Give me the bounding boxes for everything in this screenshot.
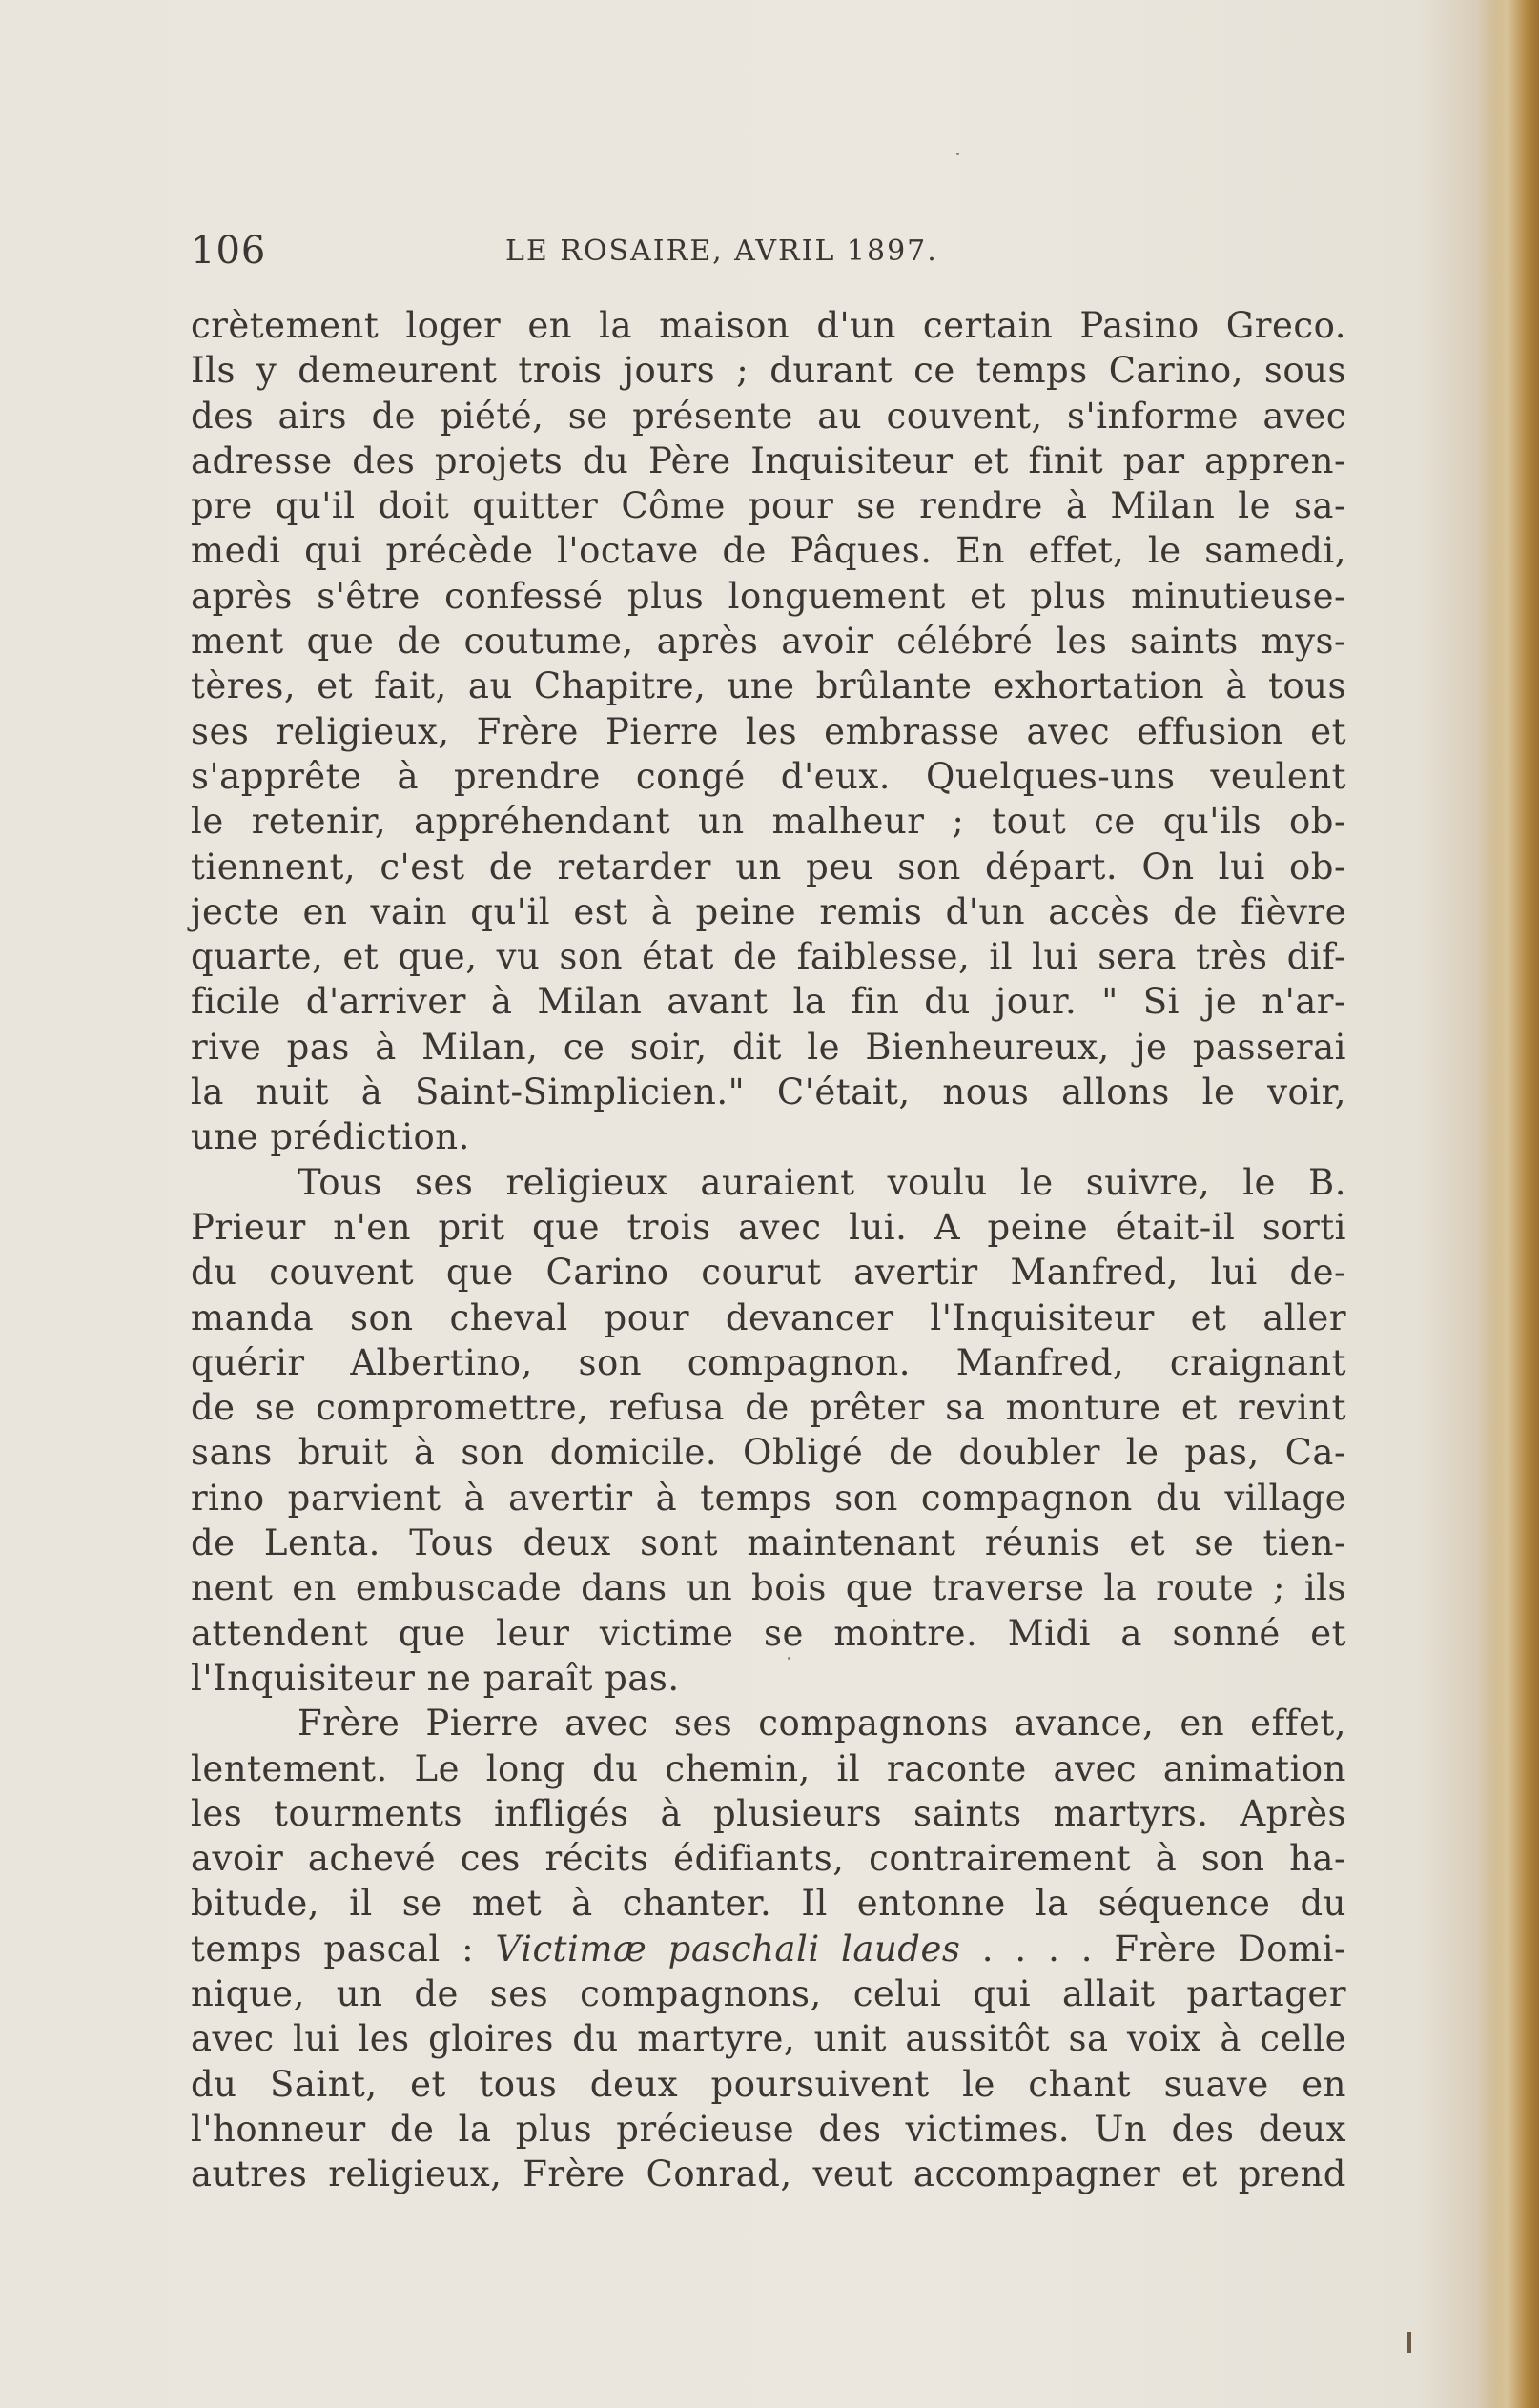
paper-speck: [956, 153, 959, 155]
text-line: avoir achevé ces récits édifiants, contrairement à son ha-: [191, 1838, 1346, 1880]
text-line: crètement loger en la maison d'un certain Pasino Greco.: [191, 305, 1346, 346]
text-line: de Lenta. Tous deux sont maintenant réunis et se tien-: [191, 1522, 1346, 1564]
text-line: s'apprête à prendre congé d'eux. Quelques-uns veulent: [191, 755, 1346, 797]
page-number: 106: [191, 229, 267, 273]
text-line-with-italic: [191, 1927, 1346, 1971]
running-title: LE ROSAIRE, AVRIL 1897.: [505, 235, 938, 268]
text-line: manda son cheval pour devancer l'Inquisiteur et aller: [191, 1296, 1346, 1338]
text-line: le retenir, appréhendant un malheur ; tout ce qu'ils ob-: [191, 801, 1346, 843]
text-line: les tourments infligés à plusieurs saints martyrs. Après: [191, 1792, 1346, 1834]
text-line: l'honneur de la plus précieuse des victimes. Un des deux: [191, 2108, 1346, 2150]
text-line: du couvent que Carino courut avertir Manfred, lui de-: [191, 1252, 1346, 1294]
text-line: des airs de piété, se présente au couvent, s'informe avec: [191, 395, 1346, 437]
text-line: lentement. Le long du chemin, il raconte avec animation: [191, 1747, 1346, 1789]
text-line: quarte, et que, vu son état de faiblesse, il lui sera très dif-: [191, 936, 1346, 978]
text-line: rive pas à Milan, ce soir, dit le Bienheureux, je passerai: [191, 1026, 1346, 1068]
page-edge-shadow: [1487, 0, 1539, 2408]
text-line: pre qu'il doit quitter Côme pour se rendre à Milan le sa-: [191, 485, 1346, 527]
text-line: l'Inquisiteur ne paraît pas.: [191, 1657, 680, 1699]
text-line: ficile d'arriver à Milan avant la fin du jour. " Si je n'ar-: [191, 981, 1346, 1023]
text-line: jecte en vain qu'il est à peine remis d'un accès de fièvre: [191, 890, 1346, 932]
text-line: autres religieux, Frère Conrad, veut accompagner et prend: [191, 2153, 1346, 2195]
text-line: bitude, il se met à chanter. Il entonne la séquence du: [191, 1883, 1346, 1925]
text-line: sans bruit à son domicile. Obligé de doubler le pas, Ca-: [191, 1432, 1346, 1474]
text-line: quérir Albertino, son compagnon. Manfred, craignant: [191, 1341, 1346, 1383]
text-line: ment que de coutume, après avoir célébré les saints mys-: [191, 621, 1346, 663]
text-line: tères, et fait, au Chapitre, une brûlante exhortation à tous: [191, 665, 1346, 707]
text-line: attendent que leur victime se montre. Midi a sonné et: [191, 1612, 1346, 1654]
italic-latin-title: Victimæ paschali laudes: [495, 1928, 961, 1969]
text-line: Tous ses religieux auraient voulu le suivre, le B.: [298, 1161, 1346, 1203]
text-line: tiennent, c'est de retarder un peu son départ. On lui ob-: [191, 846, 1346, 888]
text-line: Frère Pierre avec ses compagnons avance, en effet,: [298, 1703, 1346, 1745]
text-line: adresse des projets du Père Inquisiteur et finit par appren-: [191, 439, 1346, 481]
text-line: de se compromettre, refusa de prêter sa monture et revint: [191, 1387, 1346, 1429]
text-line: nique, un de ses compagnons, celui qui allait partager: [191, 1972, 1346, 2014]
running-head: [191, 229, 1011, 286]
text-line: medi qui précède l'octave de Pâques. En effet, le samedi,: [191, 530, 1346, 572]
text-segment: temps pascal :: [191, 1928, 475, 1969]
text-segment: . . . . Frère Domi-: [981, 1928, 1346, 1969]
text-line: du Saint, et tous deux poursuivent le chant suave en: [191, 2063, 1346, 2105]
text-line: la nuit à Saint-Simplicien." C'était, nous allons le voir,: [191, 1071, 1346, 1113]
text-line: après s'être confessé plus longuement et plus minutieuse-: [191, 575, 1346, 617]
text-line: rino parvient à avertir à temps son compagnon du village: [191, 1477, 1346, 1519]
paper-mark: [1407, 2332, 1411, 2353]
text-line: ses religieux, Frère Pierre les embrasse avec effusion et: [191, 710, 1346, 752]
text-line: nent en embuscade dans un bois que traverse la route ; ils: [191, 1567, 1346, 1609]
text-line: avec lui les gloires du martyre, unit aussitôt sa voix à celle: [191, 2018, 1346, 2060]
text-line: une prédiction.: [191, 1116, 470, 1158]
body-text: [191, 303, 1346, 2196]
text-line: Prieur n'en prit que trois avec lui. A peine était-il sorti: [191, 1206, 1346, 1248]
text-line: Ils y demeurent trois jours ; durant ce temps Carino, sous: [191, 350, 1346, 392]
